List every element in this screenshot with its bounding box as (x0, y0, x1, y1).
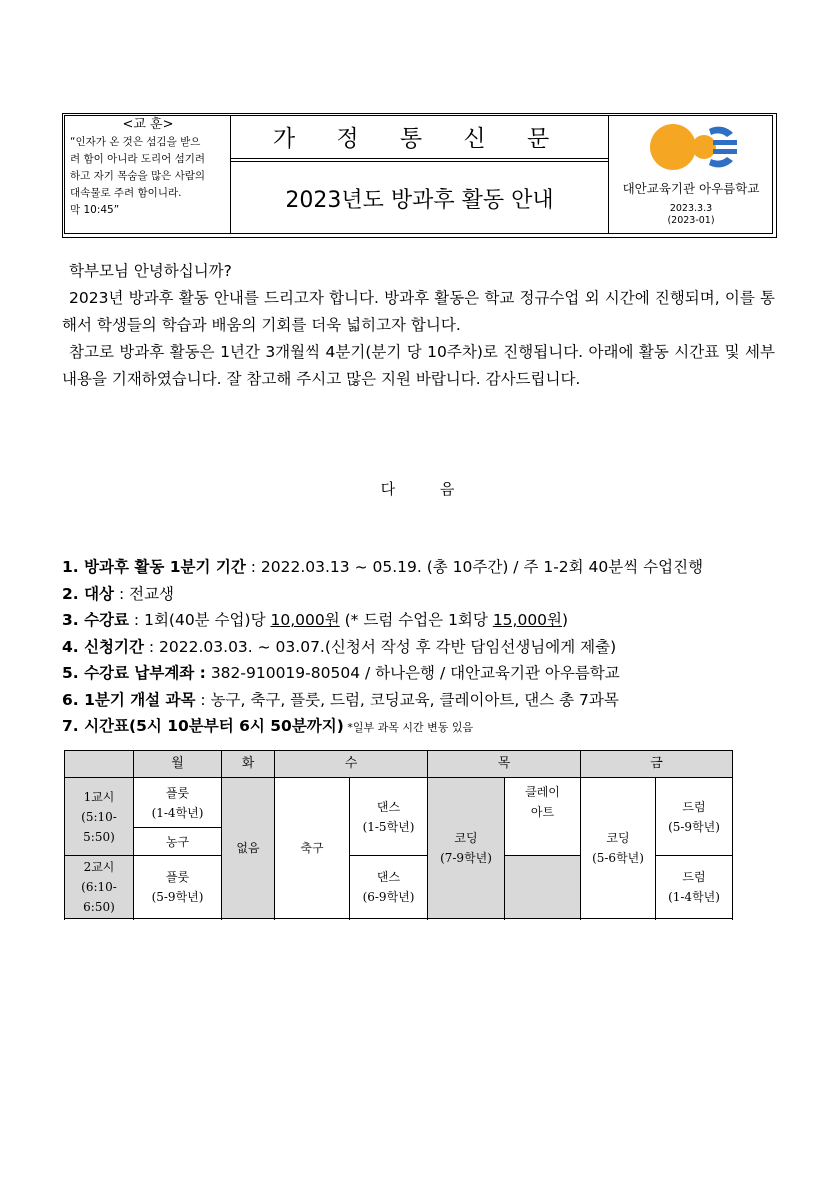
period-1-cell: 1교시 (5:10- 5:50) (65, 778, 134, 856)
corner-cell (65, 751, 134, 778)
issue-date-block (609, 203, 773, 227)
school-logo-icon (647, 121, 739, 175)
item-label: 6. 1분기 개설 과목 (62, 690, 196, 709)
day-header-tue: 화 (222, 751, 275, 778)
item-label: 1. 방과후 활동 1분기 기간 (62, 558, 246, 576)
thu-clay-art: 클레이 아트 (505, 778, 581, 856)
school-name: 대안교육기관 아우름학교 (622, 181, 760, 196)
wed-p2-dance: 댄스 (6-9학년) (350, 856, 428, 919)
motto-line: 대속물로 주려 함이니라. (70, 187, 182, 199)
drum-fee-amount: 15,000원 (492, 611, 563, 629)
motto-line: 하고 자기 목숨을 많은 사람의 (70, 170, 206, 182)
item-value: ) (562, 611, 569, 629)
list-item (62, 581, 802, 608)
day-header-thu: 목 (428, 751, 581, 778)
tue-none: 없음 (222, 778, 275, 919)
fri-p1-drum: 드럼 (5-9학년) (656, 778, 733, 856)
header-title-block (231, 115, 608, 234)
issue-number: (2023-01) (667, 215, 715, 226)
item-label: 3. 수강료 (62, 611, 129, 629)
issue-date: 2023.3.3 (669, 203, 713, 214)
motto-title: <교 훈> (122, 117, 174, 132)
day-header-fri: 금 (581, 751, 733, 778)
mon-p1-basketball: 농구 (134, 828, 222, 856)
item-sep: : (143, 637, 160, 656)
fri-coding: 코딩 (5-6학년) (581, 778, 656, 919)
item-sep: : (195, 690, 211, 709)
paragraph: 2023년 방과후 활동 안내를 드리고자 합니다. 방과후 활동은 학교 정규수업 외 시간에 진행되며, 이를 통해서 학생들의 학습과 배움의 기회를 더욱 넓히고자 합니다. (62, 289, 775, 334)
fri-p2-drum: 드럼 (1-4학년) (656, 856, 733, 919)
item-label: 5. 수강료 납부계좌 : (62, 664, 206, 682)
table-row (65, 778, 733, 828)
school-motto (64, 115, 231, 234)
list-item (62, 660, 802, 687)
motto-line: 막 10:45” (70, 204, 120, 216)
item-sep: : (245, 558, 261, 576)
newsletter-title: 가 정 통 신 문 (231, 115, 608, 159)
thu-coding: 코딩 (7-9학년) (428, 778, 505, 919)
greeting: 학부모님 안녕하십니까? (69, 262, 232, 280)
section-title: 다 음 (380, 480, 455, 498)
item-sep: : (129, 611, 145, 629)
details-list (62, 554, 802, 742)
day-header-wed: 수 (275, 751, 428, 778)
timetable (64, 750, 733, 919)
item-value: 2022.03.03. ~ 03.07.(신청서 작성 후 각반 담임선생님에게 제출) (159, 637, 617, 656)
list-item (62, 713, 802, 742)
thu-p2-empty (505, 856, 581, 919)
list-item (62, 554, 802, 581)
item-value: 농구, 축구, 플룻, 드럼, 코딩교육, 클레이아트, 댄스 총 7과목 (210, 690, 619, 709)
fee-amount: 10,000원 (270, 611, 340, 629)
wed-soccer: 축구 (275, 778, 350, 919)
item-label: 4. 신청기간 (62, 637, 144, 656)
day-header-mon: 월 (134, 751, 222, 778)
motto-line: 려 함이 아니라 도리어 섬기려 (70, 153, 206, 165)
item-value: (* 드럼 수업은 1회당 (339, 611, 493, 629)
motto-line: “인자가 온 것은 섬김을 받으 (70, 136, 201, 148)
list-item (62, 634, 802, 661)
item-value: 전교생 (129, 584, 175, 603)
item-note: *일부 과목 시간 변동 있음 (343, 721, 474, 734)
period-2-cell: 2교시 (6:10- 6:50) (65, 856, 134, 919)
paragraph: 참고로 방과후 활동은 1년간 3개월씩 4분기(분기 당 10주차)로 진행됩니다. 아래에 활동 시간표 및 세부 내용을 기재하였습니다. 잘 참고해 주시고 많은 지원 바랍니다. 감사드립니다. (62, 343, 775, 388)
school-info (608, 115, 773, 234)
headline: 2023년도 방과후 활동 안내 (231, 161, 608, 234)
item-sep: : (114, 584, 130, 603)
item-label: 2. 대상 (62, 584, 115, 603)
letter-body (62, 258, 775, 393)
item-value: 1회(40분 수업)당 (144, 611, 271, 629)
wed-p1-dance: 댄스 (1-5학년) (350, 778, 428, 856)
item-label: 7. 시간표(5시 10분부터 6시 50분까지) (62, 717, 344, 735)
item-value: 2022.03.13 ~ 05.19. (총 10주간) / 주 1-2회 40분씩 수업진행 (260, 558, 704, 576)
item-value: 382-910019-80504 / 하나은행 / 대안교육기관 아우름학교 (210, 664, 620, 682)
mon-p1-flute: 플룻 (1-4학년) (134, 778, 222, 828)
mon-p2-flute: 플룻 (5-9학년) (134, 856, 222, 919)
list-item (62, 687, 802, 714)
timetable-header-row (65, 751, 733, 778)
list-item (62, 607, 802, 634)
